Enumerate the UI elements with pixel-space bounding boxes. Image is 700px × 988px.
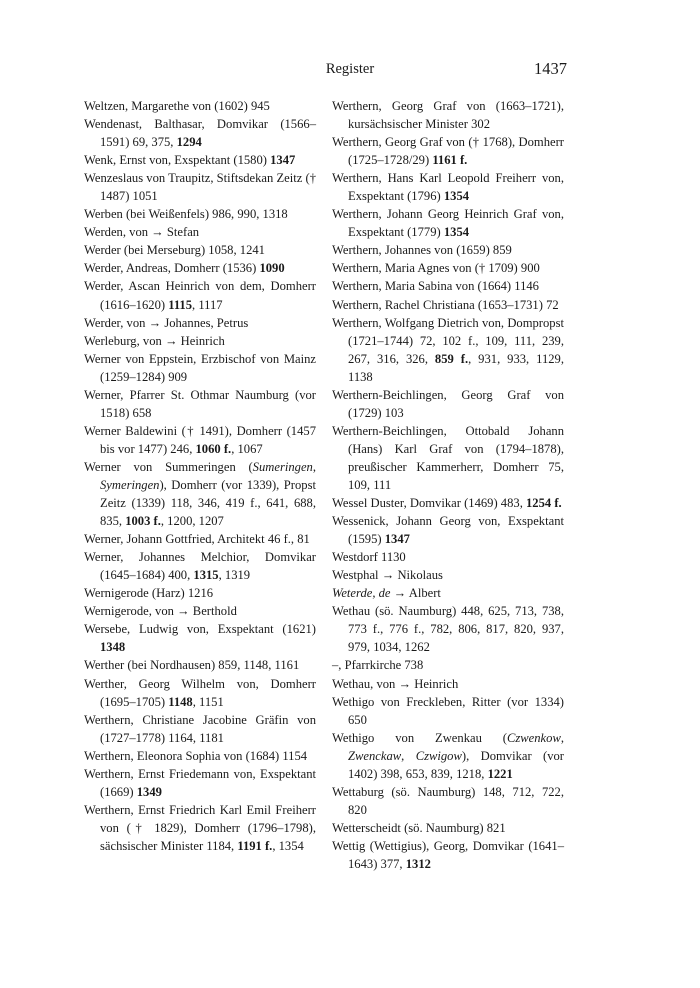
- entry-text: Wettaburg (sö. Naumburg) 148, 712, 722, 820: [332, 784, 564, 817]
- index-entry: [84, 801, 316, 855]
- index-entry: [84, 548, 316, 584]
- index-entry: [84, 747, 316, 765]
- entry-text: Werthern-Beichlingen, Ottobald Johann (Hans) Karl Graf von (1794–1878), preußischer Kammerherr, Domherr 75, 109, 111: [332, 423, 564, 492]
- index-entry: [84, 97, 316, 115]
- entry-text: Wendenast, Balthasar, Domvikar (1566–1591) 69, 375,: [84, 117, 316, 150]
- entry-text: Werthern-Beichlingen, Georg Graf von (1729) 103: [332, 387, 564, 420]
- page-reference-main: 1349: [136, 784, 162, 799]
- running-title: Register: [325, 61, 375, 77]
- entry-text: Wenk, Ernst von, Exspektant (1580): [84, 153, 271, 168]
- entry-text: Werder (bei Merseburg) 1058, 1241: [84, 243, 265, 258]
- index-entry: [84, 314, 316, 332]
- index-entry: [332, 548, 564, 566]
- page-reference-main: 1090: [259, 261, 285, 276]
- index-entry: [84, 458, 316, 530]
- index-entry: [332, 819, 564, 837]
- index-entry: [84, 656, 316, 674]
- index-column-left: [84, 97, 316, 855]
- entry-text: Wethau, von → Heinrich: [332, 676, 459, 691]
- index-entry: [332, 386, 564, 422]
- entry-text: Werner, Johann Gottfried, Architekt 46 f., 81: [84, 532, 310, 547]
- running-head: [0, 61, 700, 81]
- index-entry: [84, 151, 316, 169]
- index-entry: [332, 584, 564, 602]
- entry-text: Werleburg, von → Heinrich: [84, 333, 225, 348]
- entry-text: Wettig (Wettigius), Georg, Domvikar (1641–1643) 377,: [332, 838, 564, 871]
- entry-text: Werthern, Rachel Christiana (1653–1731) 72: [332, 297, 559, 312]
- index-entry: [332, 277, 564, 295]
- index-entry: [332, 512, 564, 548]
- index-entry: [84, 277, 316, 313]
- index-entry: [332, 241, 564, 259]
- entry-text: Werner von Summeringen (: [84, 459, 253, 474]
- page-reference-main: 1354: [443, 189, 470, 204]
- entry-text: Werthern, Georg Graf von († 1768), Domherr (1725–1728/29): [332, 135, 564, 168]
- index-entry: [84, 422, 316, 458]
- page-reference-main: 1161 f.: [432, 153, 468, 168]
- entry-text: Westdorf 1130: [332, 550, 406, 565]
- index-entry: [84, 602, 316, 620]
- entry-text: Werthern, Johann Georg Heinrich Graf von, Exspektant (1779): [332, 207, 564, 240]
- entry-text: Werther (bei Nordhausen) 859, 1148, 1161: [84, 658, 300, 673]
- page-number: 1437: [534, 59, 567, 78]
- page-reference-main: 1312: [405, 856, 431, 871]
- page-reference-main: 1115: [168, 297, 193, 312]
- index-entry: [84, 620, 316, 656]
- index-entry: [332, 422, 564, 494]
- index-entry: [84, 711, 316, 747]
- page-reference-main: 1060 f.: [195, 441, 232, 456]
- index-entry: [84, 241, 316, 259]
- entry-text: Werder, von → Johannes, Petrus: [84, 315, 249, 330]
- index-entry: [84, 386, 316, 422]
- entry-text: Werthern, Hans Karl Leopold Freiherr von, Exspektant (1796): [332, 171, 564, 204]
- entry-text: Werner Baldewini († 1491), Domherr (1457 bis vor 1477) 246,: [84, 423, 316, 456]
- name-variant: Sumeringen: [252, 459, 313, 474]
- entry-text: Wethigo von Freckleben, Ritter (vor 1334) 650: [332, 694, 564, 727]
- entry-text: , 1151: [192, 694, 224, 709]
- entry-text: Wernigerode (Harz) 1216: [84, 586, 214, 601]
- index-entry: [84, 169, 316, 205]
- page-reference-main: 1191 f.: [237, 838, 273, 853]
- entry-text: Werthern, Maria Sabina von (1664) 1146: [332, 279, 539, 294]
- index-entry: [332, 675, 564, 693]
- entry-text: , 931, 933, 1129, 1138: [348, 351, 564, 384]
- entry-text: ,: [312, 459, 316, 474]
- page-reference-main: 1148: [168, 694, 193, 709]
- entry-text: Werthern, Wolfgang Dietrich von, Dompropst (1721–1744) 72, 102 f., 109, 111, 239, 267, 316, 326,: [332, 315, 564, 366]
- entry-text: Werthern, Ernst Friedrich Karl Emil Freiherr von († 1829), Domherr (1796–1798), sächsischer Minister 1184,: [84, 802, 316, 853]
- entry-text: Werther, Georg Wilhelm von, Domherr (1695–1705): [84, 676, 316, 709]
- index-entry: [84, 530, 316, 548]
- entry-text: Wetterscheidt (sö. Naumburg) 821: [332, 820, 506, 835]
- entry-text: Werthern, Eleonora Sophia von (1684) 1154: [84, 748, 308, 763]
- index-entry: [84, 223, 316, 241]
- entry-text: Werthern, Georg Graf von (1663–1721), kursächsischer Minister 302: [332, 99, 564, 132]
- entry-text: , 1200, 1207: [160, 514, 224, 529]
- entry-text: Weltzen, Margarethe von (1602) 945: [84, 99, 270, 113]
- name-variant: Zwenckaw: [348, 748, 402, 763]
- entry-text: Wenzeslaus von Traupitz, Stiftsdekan Zeitz († 1487) 1051: [84, 171, 316, 204]
- entry-text: ), Domvikar (vor 1402) 398, 653, 839, 1218,: [348, 748, 565, 781]
- entry-text: Werthern, Ernst Friedemann von, Exspektant (1669): [84, 766, 316, 799]
- entry-text: Wernigerode, von → Berthold: [84, 604, 237, 619]
- page-reference-main: 1221: [487, 766, 513, 781]
- entry-text: Werden, von → Stefan: [84, 225, 200, 240]
- index-entry: [84, 115, 316, 151]
- entry-text: , 1319: [218, 568, 251, 583]
- index-entry: [332, 169, 564, 205]
- index-entry: [84, 584, 316, 602]
- index-entry: [332, 494, 564, 512]
- page-reference-main: 1347: [270, 153, 296, 168]
- index-column-right: [332, 97, 564, 873]
- entry-text: Werthern, Christiane Jacobine Gräfin von (1727–1778) 1164, 1181: [84, 712, 316, 745]
- index-entry: [84, 205, 316, 223]
- entry-text: Wethau (sö. Naumburg) 448, 625, 713, 738, 773 f., 776 f., 782, 806, 817, 820, 937, 979, 1034, 1262: [332, 604, 564, 655]
- name-variant: Czwigow: [415, 748, 462, 763]
- name-variant: Symeringen: [100, 477, 160, 492]
- page-reference-main: 1003 f.: [125, 514, 161, 529]
- index-entry: [332, 314, 564, 386]
- index-entry: [332, 97, 564, 133]
- index-entry: [84, 332, 316, 350]
- entry-text: , 1117: [192, 297, 223, 312]
- entry-text: Werthern, Maria Agnes von († 1709) 900: [332, 261, 540, 276]
- index-entry: [84, 350, 316, 386]
- page-reference-main: 1348: [100, 640, 126, 655]
- index-entry: [332, 783, 564, 819]
- index-entry: [84, 765, 316, 801]
- page-reference-main: 859 f.: [434, 351, 469, 366]
- entry-text: ,: [401, 748, 416, 763]
- name-variant: Czwenkow: [506, 730, 561, 745]
- entry-text: Westphal → Nikolaus: [332, 568, 443, 583]
- entry-text: Wessenick, Johann Georg von, Exspektant (1595): [332, 514, 564, 547]
- page-reference-main: 1354: [443, 225, 470, 240]
- entry-text: –, Pfarrkirche 738: [332, 658, 424, 673]
- entry-text: Wersebe, Ludwig von, Exspektant (1621): [84, 622, 316, 637]
- entry-text: , 1067: [231, 441, 263, 456]
- page-reference-main: 1315: [193, 568, 219, 583]
- entry-text: Wessel Duster, Domvikar (1469) 483,: [332, 496, 526, 511]
- entry-text: Werner, Johannes Melchior, Domvikar (1645–1684) 400,: [84, 550, 316, 583]
- entry-text: Werner von Eppstein, Erzbischof von Mainz (1259–1284) 909: [84, 351, 316, 384]
- index-entry: [332, 837, 564, 873]
- index-entry: [84, 259, 316, 277]
- index-entry: [332, 566, 564, 584]
- index-entry: [332, 729, 564, 783]
- entry-text: ), Domherr (vor 1339), Propst Zeitz (1339) 118, 346, 419 f., 641, 688, 835,: [100, 477, 316, 529]
- page-reference-main: 1347: [384, 532, 410, 547]
- entry-text: Werder, Andreas, Domherr (1536): [84, 261, 260, 276]
- page-reference-main: 1294: [176, 135, 202, 150]
- index-entry: [332, 296, 564, 314]
- index-entry: [332, 133, 564, 169]
- entry-text: Werben (bei Weißenfels) 986, 990, 1318: [84, 207, 288, 222]
- index-entry: [332, 656, 564, 674]
- entry-text: Werder, Ascan Heinrich von dem, Domherr (1616–1620): [84, 279, 316, 312]
- entry-text: Werthern, Johannes von (1659) 859: [332, 243, 512, 258]
- index-entry: [332, 693, 564, 729]
- index-entry: [332, 602, 564, 656]
- index-entry: [332, 205, 564, 241]
- index-entry: [84, 675, 316, 711]
- entry-text: Werner, Pfarrer St. Othmar Naumburg (vor 1518) 658: [84, 387, 316, 420]
- index-entry: [332, 259, 564, 277]
- entry-text: → Albert: [390, 586, 441, 601]
- entry-text: Wethigo von Zwenkau (: [332, 730, 507, 745]
- page-reference-main: 1254 f.: [526, 496, 562, 511]
- entry-text: ,: [560, 730, 564, 745]
- name-variant: Weterde, de: [332, 586, 391, 601]
- entry-text: , 1354: [272, 838, 304, 853]
